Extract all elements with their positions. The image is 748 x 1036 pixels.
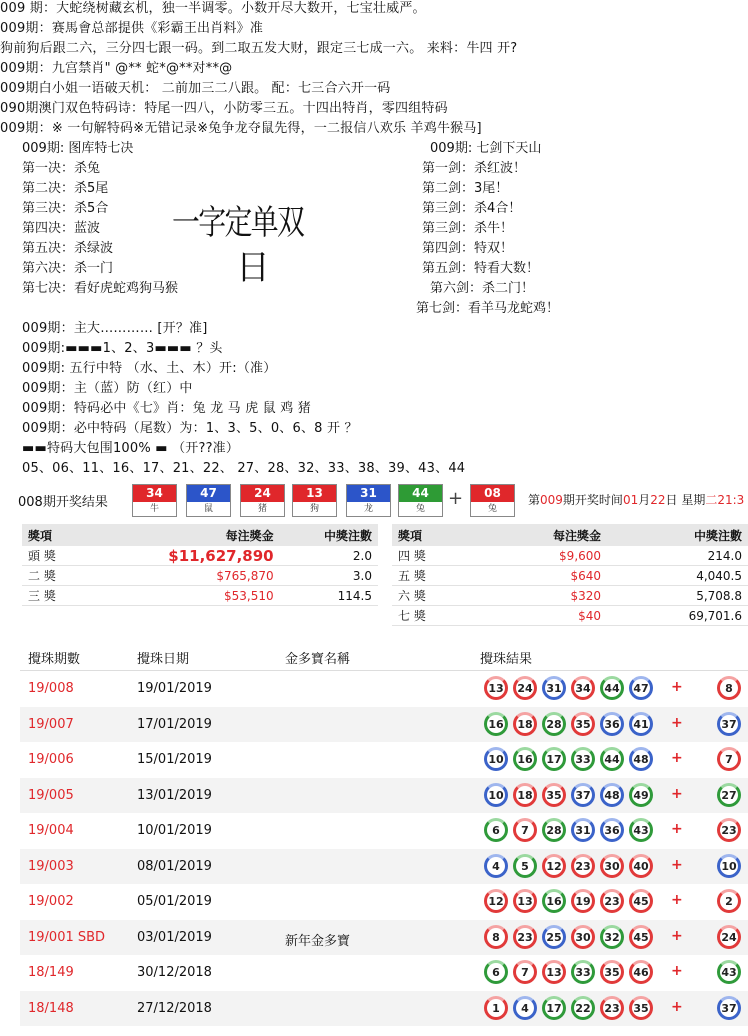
ball-number: 44 xyxy=(399,485,442,502)
draw-date: 08/01/2019 xyxy=(137,858,212,874)
right-item: 第七剑：看羊马龙蛇鸡！ xyxy=(416,301,560,316)
col-header: 攪珠期數 xyxy=(28,652,81,667)
drawn-ball: 16 xyxy=(513,747,537,771)
ball-number: 31 xyxy=(347,485,390,502)
drawn-ball: 5 xyxy=(513,854,537,878)
drawn-ball: 10 xyxy=(484,747,508,771)
prize-amount: $640 xyxy=(478,566,607,586)
plus-sign: + xyxy=(671,998,683,1015)
prize-winners: 5,708.8 xyxy=(607,586,748,606)
drawn-ball: 43 xyxy=(629,818,653,842)
drawn-ball: 34 xyxy=(571,676,595,700)
drawn-ball: 17 xyxy=(542,996,566,1020)
draw-date: 10/01/2019 xyxy=(137,823,212,838)
col-header: 每注獎金 xyxy=(87,524,279,546)
right-item: 第四剑：特双！ xyxy=(422,241,514,256)
special-ball: 37 xyxy=(717,712,741,736)
drawn-ball: 35 xyxy=(571,712,595,736)
draw-date: 05/01/2019 xyxy=(137,894,212,909)
result-ball xyxy=(398,484,443,517)
drawn-ball: 23 xyxy=(600,996,624,1020)
left-item: 第一决：杀兔 xyxy=(22,161,101,176)
drawn-ball: 40 xyxy=(629,854,653,878)
drawn-ball: 33 xyxy=(571,960,595,984)
special-ball: 43 xyxy=(717,960,741,984)
drawn-ball: 48 xyxy=(629,747,653,771)
draw-history-table xyxy=(20,644,748,1026)
drawn-ball: 12 xyxy=(484,889,508,913)
prize-row xyxy=(392,546,748,566)
draw-date: 17/01/2019 xyxy=(137,716,212,732)
col-header: 獎項 xyxy=(22,524,87,546)
prize-winners: 114.5 xyxy=(280,586,378,606)
history-row xyxy=(20,884,748,920)
drawn-ball: 25 xyxy=(542,925,566,949)
prize-winners: 214.0 xyxy=(607,546,748,566)
text-line: 009期: 五行中特 （水、土、木）开:（准） xyxy=(22,361,277,376)
result-bar xyxy=(0,484,748,518)
draw-weekday: 二 xyxy=(705,493,718,507)
plus-sign: + xyxy=(671,785,683,802)
prize-name: 三 獎 xyxy=(22,586,87,606)
draw-period: 19/002 xyxy=(28,894,74,909)
prize-table-left xyxy=(22,524,378,606)
right-item: 第三剑：杀牛！ xyxy=(422,221,514,236)
special-ball: 27 xyxy=(717,783,741,807)
prize-winners: 3.0 xyxy=(280,566,378,586)
prize-name: 二 獎 xyxy=(22,566,87,586)
handwritten-note: 日 xyxy=(236,248,270,288)
plus-sign: + xyxy=(671,750,683,766)
drawn-ball: 44 xyxy=(600,747,624,771)
right-item: 第三剑：杀4合！ xyxy=(422,201,522,216)
drawn-ball: 30 xyxy=(600,854,624,878)
history-row xyxy=(20,849,748,885)
text-line: ▬▬特码大包围100% ▬ （开??准） xyxy=(22,441,240,456)
drawn-ball: 13 xyxy=(513,889,537,913)
ball-zodiac: 龙 xyxy=(363,504,373,514)
text-line: 009期：主大………… [开？准] xyxy=(22,321,208,336)
text-line: 090期澳门双色特码诗：特尾一四八，小防零三五。十四出特肖，零四组特码 xyxy=(0,101,448,116)
draw-date: 30/12/2018 xyxy=(137,965,212,980)
special-ball: 2 xyxy=(717,889,741,913)
drawn-ball: 10 xyxy=(484,783,508,807)
prize-row xyxy=(392,566,748,586)
drawn-ball: 16 xyxy=(542,889,566,913)
prize-amount: $320 xyxy=(478,586,607,606)
drawn-ball: 35 xyxy=(629,996,653,1020)
ball-zodiac: 牛 xyxy=(149,504,159,514)
ball-number: 24 xyxy=(241,485,284,502)
special-ball: 23 xyxy=(717,818,741,842)
prize-table-right xyxy=(392,524,748,626)
ball-zodiac: 兔 xyxy=(487,504,497,514)
text-line: 009 期：大蛇绕树藏玄机，独一半调零。小数开尽大数开，七宝壮威严。 xyxy=(0,1,426,16)
drawn-ball: 37 xyxy=(571,783,595,807)
draw-date: 27/12/2018 xyxy=(137,1000,212,1016)
drawn-ball: 8 xyxy=(484,925,508,949)
ball-zodiac: 鼠 xyxy=(203,504,213,514)
ball-number: 47 xyxy=(187,485,230,502)
draw-day: 22 xyxy=(650,493,666,507)
draw-period: 19/004 xyxy=(28,823,74,838)
ball-number: 08 xyxy=(471,485,514,502)
drawn-ball: 41 xyxy=(629,712,653,736)
right-item: 第五剑：特看大数！ xyxy=(422,261,540,276)
drawn-ball: 16 xyxy=(484,712,508,736)
col-header: 獎項 xyxy=(392,524,478,546)
prize-amount: $53,510 xyxy=(87,586,279,606)
plus-sign: + xyxy=(671,927,683,944)
draw-issue: 009 xyxy=(540,493,563,507)
drawn-ball: 6 xyxy=(484,818,508,842)
result-ball xyxy=(132,484,177,517)
col-header: 攪珠日期 xyxy=(137,652,190,667)
col-header: 每注獎金 xyxy=(478,524,607,546)
drawn-ball: 45 xyxy=(629,925,653,949)
history-row xyxy=(20,671,748,707)
draw-period: 19/003 xyxy=(28,858,74,874)
left-item: 第三决：杀5合 xyxy=(22,201,109,216)
prize-amount: $9,600 xyxy=(478,546,607,566)
drawn-ball: 44 xyxy=(600,676,624,700)
draw-period: 19/001 SBD xyxy=(28,929,106,945)
draw-date: 19/01/2019 xyxy=(137,681,212,696)
right-item: 第六剑：杀二门！ xyxy=(430,281,535,296)
special-ball: 24 xyxy=(717,925,741,949)
right-item: 第一剑：杀红波！ xyxy=(422,161,527,176)
history-rows xyxy=(20,671,748,1026)
prize-amount: $11,627,890 xyxy=(87,546,279,566)
history-row xyxy=(20,991,748,1027)
prize-row xyxy=(392,586,748,606)
history-row xyxy=(20,813,748,849)
draw-period: 18/148 xyxy=(28,1000,74,1016)
col-header: 中獎注數 xyxy=(280,524,378,546)
prize-winners: 2.0 xyxy=(280,546,378,566)
drawn-ball: 24 xyxy=(513,676,537,700)
prize-name: 頭 獎 xyxy=(22,546,87,566)
draw-period: 19/008 xyxy=(28,681,74,696)
special-ball: 37 xyxy=(717,996,741,1020)
drawn-ball: 33 xyxy=(571,747,595,771)
drawn-ball: 6 xyxy=(484,960,508,984)
drawn-ball: 23 xyxy=(600,889,624,913)
plus-sign: + xyxy=(671,856,683,873)
drawn-ball: 13 xyxy=(484,676,508,700)
col-header: 中獎注數 xyxy=(607,524,748,546)
drawn-ball: 36 xyxy=(600,818,624,842)
draw-month: 01 xyxy=(622,493,639,507)
draw-name: 新年金多寶 xyxy=(285,933,351,949)
draw-time: 21:3 xyxy=(717,493,745,507)
drawn-ball: 48 xyxy=(600,783,624,807)
history-row xyxy=(20,778,748,814)
drawn-ball: 1 xyxy=(484,996,508,1020)
plus-sign: + xyxy=(671,963,683,979)
text-line: 009期：特码必中《七》肖：兔 龙 马 虎 鼠 鸡 猪 xyxy=(22,401,312,416)
text-line: 狗前狗后跟二六，三分四七跟一码。到二取五发大财，跟定三七成一六。 来料：牛四 开? xyxy=(0,41,518,56)
drawn-ball: 19 xyxy=(571,889,595,913)
text-line: 009期：必中特码（尾数）为：1、3、5、0、6、8 开 ？ xyxy=(22,421,358,436)
plus-sign: + xyxy=(671,679,683,695)
drawn-ball: 13 xyxy=(542,960,566,984)
drawn-ball: 18 xyxy=(513,712,537,736)
history-row xyxy=(20,742,748,778)
drawn-ball: 23 xyxy=(571,854,595,878)
plus-sign: + xyxy=(448,488,464,509)
special-ball: 8 xyxy=(717,676,741,700)
special-ball: 10 xyxy=(717,854,741,878)
draw-period: 19/005 xyxy=(28,787,74,803)
result-ball xyxy=(346,484,391,517)
result-label: 008期开奖结果 xyxy=(18,495,108,510)
result-ball xyxy=(240,484,285,517)
drawn-ball: 7 xyxy=(513,960,537,984)
prize-row xyxy=(22,586,378,606)
draw-period: 18/149 xyxy=(28,965,74,980)
drawn-ball: 23 xyxy=(513,925,537,949)
text-line: 009期白小姐一语破天机： 二前加三二八跟。 配：七三合六开一码 xyxy=(0,81,391,96)
drawn-ball: 28 xyxy=(542,712,566,736)
left-item: 第二决：杀5尾 xyxy=(22,181,109,196)
prize-amount: $40 xyxy=(478,606,607,626)
plus-sign: + xyxy=(671,821,683,837)
special-ball: 7 xyxy=(717,747,741,771)
drawn-ball: 32 xyxy=(600,925,624,949)
drawn-ball: 31 xyxy=(571,818,595,842)
ball-zodiac: 兔 xyxy=(415,504,425,514)
drawn-ball: 36 xyxy=(600,712,624,736)
number-list: 05、06、11、16、17、21、22、 27、28、32、33、38、39、43、44 xyxy=(22,461,466,476)
draw-date: 13/01/2019 xyxy=(137,787,212,803)
draw-info-text: 期开奖时间 xyxy=(562,493,623,507)
draw-info-text: 日 星期 xyxy=(665,493,706,507)
drawn-ball: 4 xyxy=(513,996,537,1020)
drawn-ball: 22 xyxy=(571,996,595,1020)
right-item: 第二剑：3尾！ xyxy=(422,181,509,196)
ball-number: 34 xyxy=(133,485,176,502)
prize-amount: $765,870 xyxy=(87,566,279,586)
drawn-ball: 31 xyxy=(542,676,566,700)
history-row xyxy=(20,920,748,956)
result-ball xyxy=(292,484,337,517)
prize-name: 七 獎 xyxy=(392,606,478,626)
prize-winners: 4,040.5 xyxy=(607,566,748,586)
plus-sign: + xyxy=(671,892,683,908)
history-row xyxy=(20,707,748,743)
plus-sign: + xyxy=(671,714,683,731)
drawn-ball: 4 xyxy=(484,854,508,878)
draw-info-text: 月 xyxy=(638,493,651,507)
left-item: 第四决：蓝波 xyxy=(22,221,101,236)
history-row xyxy=(20,955,748,991)
prize-name: 六 獎 xyxy=(392,586,478,606)
drawn-ball: 18 xyxy=(513,783,537,807)
prize-row xyxy=(22,546,378,566)
special-ball xyxy=(470,484,515,517)
text-line: 009期：九宫禁肖" @** 蛇*@**对**@ xyxy=(0,61,233,76)
ball-number: 13 xyxy=(293,485,336,502)
left-item: 第六决：杀一门 xyxy=(22,261,114,276)
drawn-ball: 17 xyxy=(542,747,566,771)
drawn-ball: 46 xyxy=(629,960,653,984)
drawn-ball: 35 xyxy=(600,960,624,984)
text-line: 009期：赛馬會总部提供《彩霸王出肖料》准 xyxy=(0,21,264,36)
text-line: 009期:▬▬▬1、2、3▬▬▬ ？头 xyxy=(22,341,223,356)
drawn-ball: 12 xyxy=(542,854,566,878)
next-draw-info xyxy=(528,491,744,508)
drawn-ball: 28 xyxy=(542,818,566,842)
text-line: 009期：主（蓝）防（红）中 xyxy=(22,381,193,396)
drawn-ball: 47 xyxy=(629,676,653,700)
text-line: 009期：※ 一句解特码※无错记录※兔争龙夺鼠先得，一二报信八欢乐 羊鸡牛猴马] xyxy=(0,121,482,136)
prize-name: 四 獎 xyxy=(392,546,478,566)
drawn-ball: 7 xyxy=(513,818,537,842)
right-column-heading: 009期: 七剑下天山 xyxy=(430,141,542,156)
draw-date: 15/01/2019 xyxy=(137,752,212,767)
draw-info-text: 第 xyxy=(528,493,541,507)
prize-row xyxy=(392,606,748,626)
prize-row xyxy=(22,566,378,586)
left-item: 第七决：看好虎蛇鸡狗马猴 xyxy=(22,281,179,296)
drawn-ball: 30 xyxy=(571,925,595,949)
prize-name: 五 獎 xyxy=(392,566,478,586)
draw-date: 03/01/2019 xyxy=(137,929,212,945)
draw-period: 19/007 xyxy=(28,716,74,732)
col-header: 金多寶名稱 xyxy=(285,652,351,667)
drawn-ball: 49 xyxy=(629,783,653,807)
handwritten-note: 一字定单双 xyxy=(172,203,304,243)
left-column-heading: 009期: 图库特七决 xyxy=(22,141,134,156)
history-header xyxy=(20,644,748,671)
ball-zodiac: 猪 xyxy=(257,504,267,514)
ball-zodiac: 狗 xyxy=(309,504,319,514)
draw-period: 19/006 xyxy=(28,752,74,767)
left-item: 第五决：杀绿波 xyxy=(22,241,114,256)
col-header: 攪珠結果 xyxy=(480,652,533,667)
result-ball xyxy=(186,484,231,517)
drawn-ball: 45 xyxy=(629,889,653,913)
drawn-ball: 35 xyxy=(542,783,566,807)
prize-winners: 69,701.6 xyxy=(607,606,748,626)
